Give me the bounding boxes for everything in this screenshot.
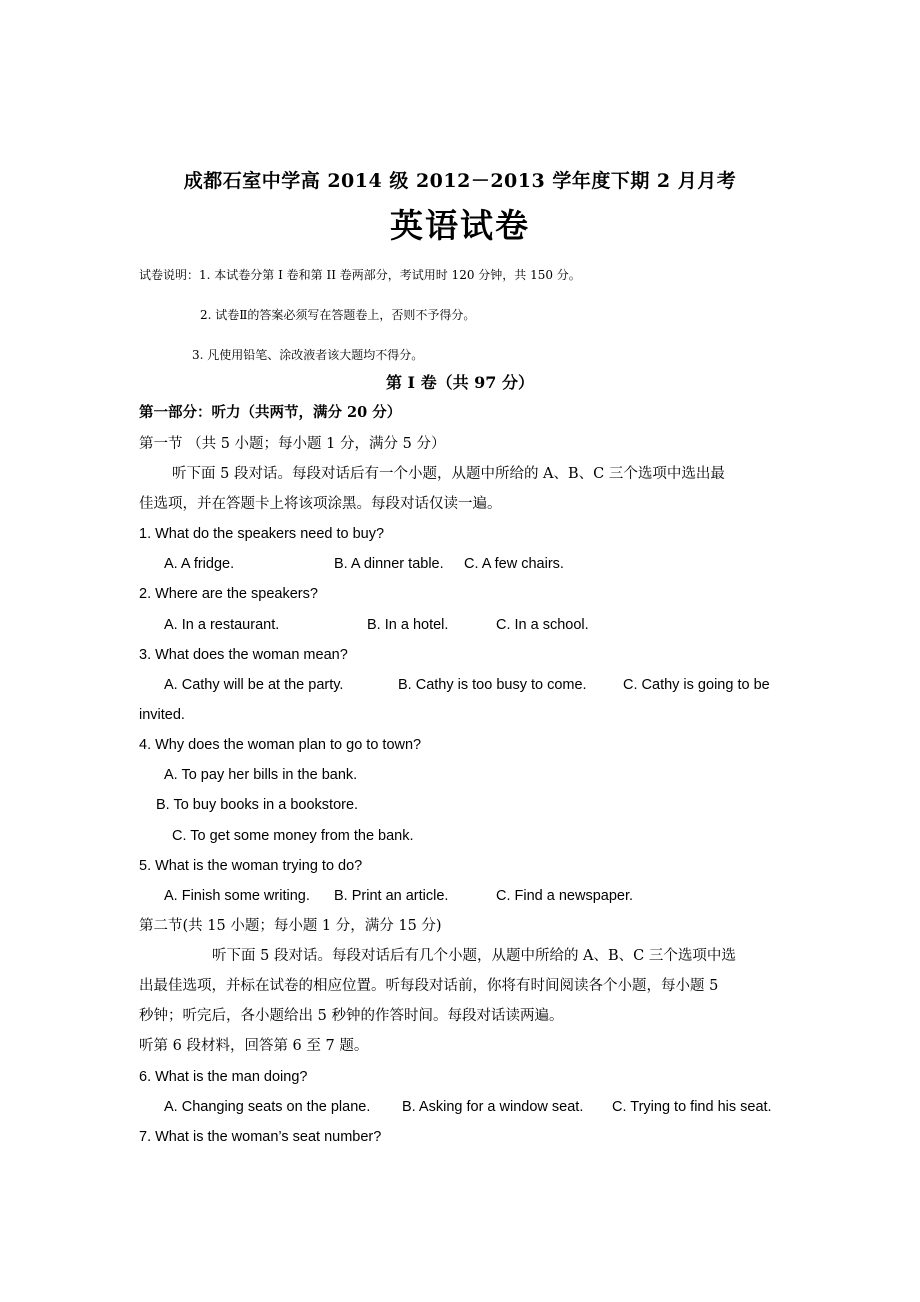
question-5-stem: 5. What is the woman trying to do?: [139, 858, 363, 874]
question-3-option-c: C. Cathy is going to be: [623, 677, 770, 693]
section2-title: 第二节(共 15 小题；每小题 1 分，满分 15 分): [139, 918, 442, 934]
question-1-stem: 1. What do the speakers need to buy?: [139, 526, 385, 542]
material-6-heading: 听第 6 段材料，回答第 6 至 7 题。: [139, 1038, 369, 1054]
question-4-option-b: B. To buy books in a bookstore.: [156, 797, 359, 813]
question-1-option-c: C. A few chairs.: [464, 556, 564, 572]
question-4-stem: 4. Why does the woman plan to go to town?: [139, 737, 422, 753]
question-6-option-c: C. Trying to find his seat.: [612, 1099, 772, 1115]
question-6-stem: 6. What is the man doing?: [139, 1069, 308, 1085]
question-3-option-c-continued: invited.: [139, 707, 185, 723]
question-6-option-a: A. Changing seats on the plane.: [164, 1099, 371, 1115]
question-2-option-c: C. In a school.: [496, 617, 589, 633]
section1-directions-line1: 听下面 5 段对话。每段对话后有一个小题，从题中所给的 A、B、C 三个选项中选出最: [172, 466, 725, 482]
question-2-stem: 2. Where are the speakers?: [139, 586, 318, 602]
question-6-option-b: B. Asking for a window seat.: [402, 1099, 584, 1115]
instruction-3: 3. 凡使用铅笔、涂改液者该大题均不得分。: [192, 348, 424, 362]
question-5-option-c: C. Find a newspaper.: [496, 888, 634, 904]
instruction-2: 2. 试卷Ⅱ的答案必须写在答题卷上，否则不予得分。: [200, 308, 476, 322]
question-3-stem: 3. What does the woman mean?: [139, 647, 348, 663]
question-5-option-b: B. Print an article.: [334, 888, 449, 904]
subject-title: 英语试卷: [390, 206, 530, 245]
exam-header-line: 成都石室中学高 2014 级 2012－2013 学年度下期 2 月月考: [183, 170, 737, 192]
question-2-option-b: B. In a hotel.: [367, 617, 449, 633]
question-2-option-a: A. In a restaurant.: [164, 617, 280, 633]
question-4-option-c: C. To get some money from the bank.: [172, 828, 414, 844]
question-3-option-a: A. Cathy will be at the party.: [164, 677, 344, 693]
question-7-stem: 7. What is the woman’s seat number?: [139, 1129, 382, 1145]
section2-directions-line1: 听下面 5 段对话。每段对话后有几个小题，从题中所给的 A、B、C 三个选项中选: [212, 948, 736, 964]
question-5-option-a: A. Finish some writing.: [164, 888, 310, 904]
question-1-option-b: B. A dinner table.: [334, 556, 444, 572]
section2-directions-line3: 秒钟；听完后，各小题给出 5 秒钟的作答时间。每段对话读两遍。: [139, 1008, 564, 1024]
question-4-option-a: A. To pay her bills in the bank.: [164, 767, 358, 783]
part-title: 第一部分：听力（共两节，满分 20 分）: [139, 404, 402, 421]
section1-title: 第一节 （共 5 小题；每小题 1 分，满分 5 分）: [139, 436, 446, 452]
question-1-option-a: A. A fridge.: [164, 556, 235, 572]
section2-directions-line2: 出最佳选项，并标在试卷的相应位置。听每段对话前，你将有时间阅读各个小题，每小题 5: [139, 978, 719, 994]
question-3-option-b: B. Cathy is too busy to come.: [398, 677, 587, 693]
section1-directions-line2: 佳选项，并在答题卡上将该项涂黑。每段对话仅读一遍。: [139, 496, 502, 512]
volume-title: 第 I 卷（共 97 分）: [385, 373, 535, 392]
instruction-1: 试卷说明：1. 本试卷分第 I 卷和第 II 卷两部分，考试用时 120 分钟，共 150 分。: [139, 268, 581, 282]
